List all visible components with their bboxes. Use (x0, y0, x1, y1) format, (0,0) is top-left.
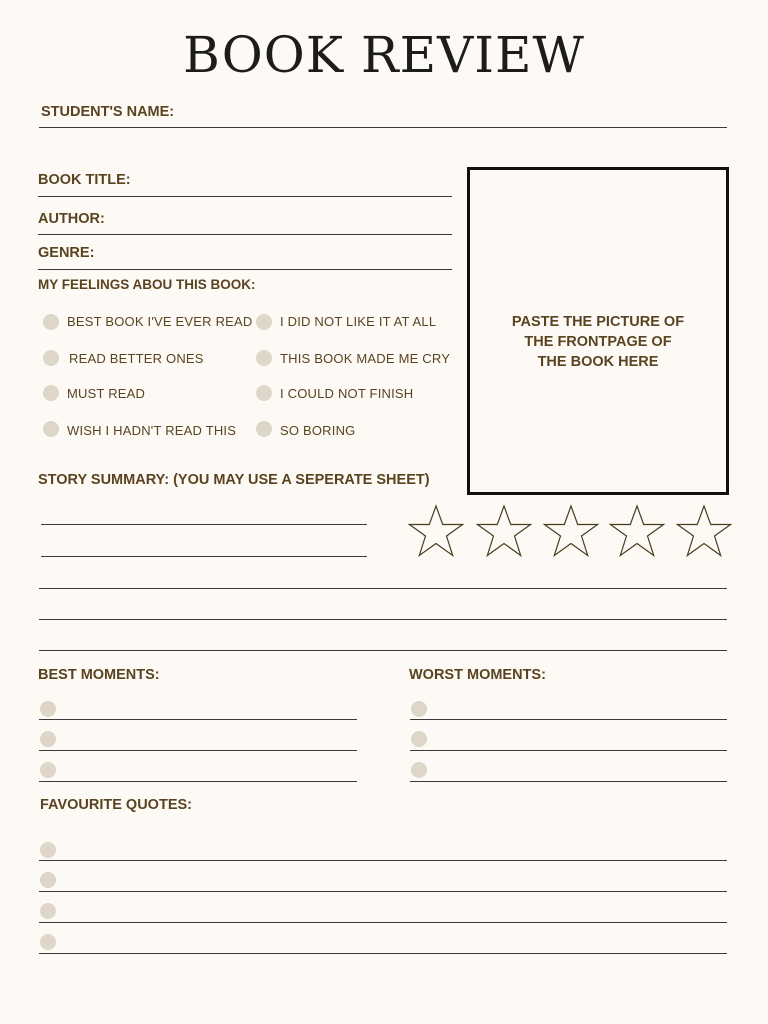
best-moment-bullet (40, 701, 56, 717)
star-icon[interactable] (674, 503, 734, 559)
feeling-bullet[interactable] (256, 421, 272, 437)
best-moment-line[interactable] (39, 781, 357, 782)
summary-line[interactable] (39, 588, 727, 589)
feeling-bullet[interactable] (43, 314, 59, 330)
best-moment-bullet (40, 762, 56, 778)
author-label: AUTHOR: (38, 211, 105, 227)
star-rating (406, 503, 736, 563)
quote-line[interactable] (39, 860, 727, 861)
quote-bullet (40, 872, 56, 888)
worst-moment-line[interactable] (410, 719, 727, 720)
quote-line[interactable] (39, 891, 727, 892)
feeling-option: BEST BOOK I'VE EVER READ (67, 314, 253, 329)
student-name-line[interactable] (39, 127, 727, 128)
genre-line[interactable] (38, 269, 452, 270)
feeling-bullet[interactable] (43, 350, 59, 366)
summary-label: STORY SUMMARY: (YOU MAY USE A SEPERATE SHEET) (38, 472, 430, 488)
student-name-label: STUDENT'S NAME: (41, 104, 175, 120)
summary-line[interactable] (41, 524, 367, 525)
feeling-bullet[interactable] (256, 385, 272, 401)
star-icon[interactable] (474, 503, 534, 559)
worst-moment-bullet (411, 762, 427, 778)
book-title-line[interactable] (38, 196, 452, 197)
worst-moment-line[interactable] (410, 781, 727, 782)
feeling-option: WISH I HADN'T READ THIS (67, 423, 237, 438)
worst-moments-label: WORST MOMENTS: (409, 667, 546, 683)
feeling-bullet[interactable] (256, 350, 272, 366)
feeling-option: READ BETTER ONES (69, 351, 204, 366)
star-icon[interactable] (541, 503, 601, 559)
author-line[interactable] (38, 234, 452, 235)
best-moment-line[interactable] (39, 719, 357, 720)
summary-line[interactable] (39, 619, 727, 620)
feeling-option: I DID NOT LIKE IT AT ALL (280, 314, 437, 329)
feeling-option: I COULD NOT FINISH (280, 386, 414, 401)
worst-moment-bullet (411, 731, 427, 747)
star-icon[interactable] (406, 503, 466, 559)
best-moment-line[interactable] (39, 750, 357, 751)
quote-bullet (40, 934, 56, 950)
worst-moment-line[interactable] (410, 750, 727, 751)
quote-bullet (40, 842, 56, 858)
worst-moment-bullet (411, 701, 427, 717)
feeling-option: MUST READ (67, 386, 146, 401)
feeling-bullet[interactable] (43, 385, 59, 401)
feeling-option: SO BORING (280, 423, 356, 438)
star-icon[interactable] (607, 503, 667, 559)
quote-line[interactable] (39, 922, 727, 923)
book-cover-instructions (470, 312, 726, 372)
feelings-label: MY FEELINGS ABOU THIS BOOK: (38, 277, 256, 292)
genre-label: GENRE: (38, 245, 95, 261)
feeling-bullet[interactable] (43, 421, 59, 437)
summary-line[interactable] (41, 556, 367, 557)
best-moment-bullet (40, 731, 56, 747)
feeling-option: THIS BOOK MADE ME CRY (280, 351, 451, 366)
quote-bullet (40, 903, 56, 919)
book-cover-instructions-line: THE BOOK HERE (537, 354, 659, 370)
feeling-bullet[interactable] (256, 314, 272, 330)
summary-line[interactable] (39, 650, 727, 651)
book-cover-instructions-line: PASTE THE PICTURE OF (511, 314, 685, 330)
quotes-label: FAVOURITE QUOTES: (40, 797, 192, 813)
book-title-label: BOOK TITLE: (38, 172, 131, 188)
quote-line[interactable] (39, 953, 727, 954)
book-cover-instructions-line: THE FRONTPAGE OF (524, 334, 672, 350)
best-moments-label: BEST MOMENTS: (38, 667, 160, 683)
page-title: BOOK REVIEW (183, 26, 585, 84)
